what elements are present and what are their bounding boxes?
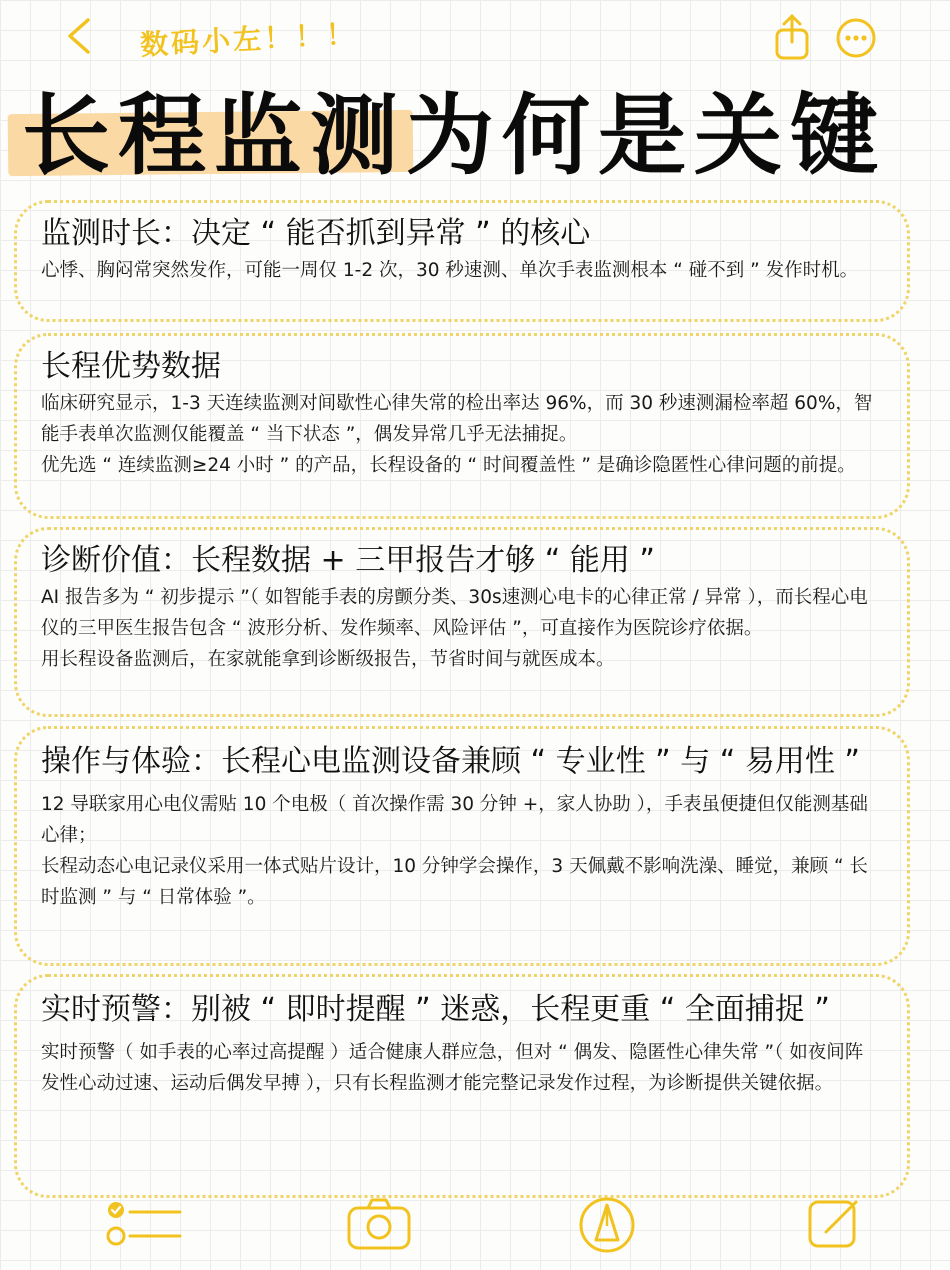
card-paragraph: 用长程设备监测后，在家就能拿到诊断级报告，节省时间与就医成本。: [41, 649, 615, 670]
card-body: [41, 388, 881, 481]
card-paragraph: 临床研究显示，1-3 天连续监测对间歇性心律失常的检出率达 96%，而 30 秒速测漏检率超 60%，智能手表单次监测仅能覆盖 “ 当下状态 ”，偶发异常几乎无法捕捉。: [41, 393, 873, 445]
app-name: 数码小左！！！: [139, 17, 358, 62]
more-icon[interactable]: [834, 16, 878, 60]
chevron-left-icon[interactable]: [62, 16, 98, 56]
card-body: [41, 789, 881, 913]
checklist-icon[interactable]: [100, 1196, 184, 1246]
card-operation-experience: [14, 726, 910, 966]
camera-icon[interactable]: [346, 1196, 412, 1252]
card-long-term-advantage: [14, 333, 910, 519]
card-paragraph: 12 导联家用心电仪需贴 10 个电极（ 首次操作需 30 分钟 +，家人协助 ），手表虽便捷但仅能测基础心律；: [41, 794, 868, 846]
card-paragraph: 优先选 “ 连续监测≥24 小时 ” 的产品，长程设备的 “ 时间覆盖性 ” 是确诊隐匿性心律问题的前提。: [41, 455, 856, 476]
card-body: [41, 1037, 881, 1099]
card-title: 长程优势数据: [41, 349, 221, 384]
card-title: 实时预警：别被 “ 即时提醒 ” 迷惑，长程更重 “ 全面捕捉 ”: [41, 992, 830, 1027]
card-paragraph: 心悸、胸闷常突然发作，可能一周仅 1-2 次，30 秒速测、单次手表监测根本 “ 碰不到 ” 发作时机。: [41, 260, 859, 281]
card-title: 诊断价值：长程数据 + 三甲报告才够 “ 能用 ”: [41, 543, 655, 578]
title-area: [0, 62, 950, 192]
share-icon[interactable]: [770, 12, 814, 62]
card-paragraph: 实时预警（ 如手表的心率过高提醒 ）适合健康人群应急，但对 “ 偶发、隐匿性心律失常 ”（ 如夜间阵发性心动过速、运动后偶发早搏 ），只有长程监测才能完整记录发作过程，为诊断提供关键依据。: [41, 1042, 864, 1094]
card-paragraph: 长程动态心电记录仪采用一体式贴片设计，10 分钟学会操作，3 天佩戴不影响洗澡、睡觉，兼顾 “ 长时监测 ” 与 “ 日常体验 ”。: [41, 856, 868, 908]
card-title: 监测时长：决定 “ 能否抓到异常 ” 的核心: [41, 216, 591, 251]
card-title: 操作与体验：长程心电监测设备兼顾 “ 专业性 ” 与 “ 易用性 ”: [41, 744, 860, 779]
card-diagnostic-value: [14, 527, 910, 717]
card-paragraph: AI 报告多为 “ 初步提示 ”（ 如智能手表的房颤分类、30s速测心电卡的心律正常 / 异常 ），而长程心电仪的三甲医生报告包含 “ 波形分析、发作频率、风险评估 ”，可直接作为医院诊疗依据。: [41, 587, 868, 639]
page-title: 长程监测为何是关键: [22, 84, 887, 187]
card-body: [41, 582, 881, 675]
card-body: [41, 255, 881, 286]
compose-icon[interactable]: [806, 1196, 862, 1252]
bottom-toolbar: [0, 1196, 950, 1270]
pen-tip-icon[interactable]: [578, 1196, 636, 1254]
card-monitoring-duration: [14, 200, 910, 322]
card-realtime-alert: [14, 974, 910, 1198]
